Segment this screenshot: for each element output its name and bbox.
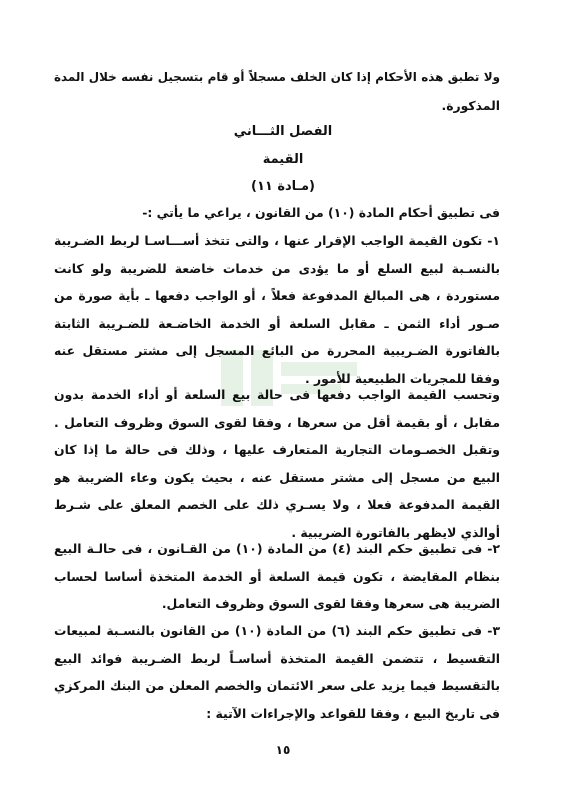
text-line: التقسيط ، تتضمن القيمة المتخذة أساسـاً لربط الضـريبة فوائد البيع: [54, 650, 500, 666]
text-line: القيمة المدفوعة فعلا ، ولا يسـري ذلك على الخصم المعلق على شـرط: [54, 497, 500, 513]
text-line: الضريبة هى سعرها وفقا لقوى السوق وظروف التعامل.: [161, 596, 500, 612]
item-1-paragraph: [54, 227, 500, 393]
text-line: مستوردة ، هى المبالغ المدفوعة فعلاً ، أو الواجب دفعها ـ بأية صورة من: [54, 288, 500, 304]
text-line: أوالذي لايظهر بالفاتورة الضريبية .: [291, 524, 500, 540]
text-line: فى تطبيق أحكام المادة (١٠) من القانون ، يراعي ما يأتي :-: [142, 205, 500, 220]
text-line: ولا تطبق هذه الأحكام إذا كان الخلف مسجلاً أو قام بتسجيل نفسه خلال المدة: [54, 70, 500, 84]
chapter-title: الفصل الثـــاني: [233, 124, 333, 139]
intro-paragraph: [54, 64, 500, 119]
text-line: وتحسب القيمة الواجب دفعها فى حالة بيع السلعة أو أداء الخدمة بدون: [54, 387, 500, 402]
text-line: المذكورة.: [441, 97, 500, 113]
text-line: بالنسـبة لبيع السلع أو ما يؤدى من خدمات خاضعة للضريبة ولو كانت: [54, 260, 500, 276]
text-line: بنظام المقايضة ، تكون قيمة السلعة أو الخدمة المتخذة أساسا لحساب: [54, 568, 500, 584]
section-title: القيمة: [262, 152, 304, 167]
text-line: ٢- فى تطبيق حكم البند (٤) من المادة (١٠) من القـانون ، فى حالـة البيع: [54, 541, 500, 556]
article-title: (مـادة ١١): [250, 179, 315, 194]
text-line: ٣- فى تطبيق حكم البند (٦) من المادة (١٠) من القانون بالنسـبة لمبيعات: [54, 623, 500, 638]
text-line: بالفاتورة الضـريبية المحررة من البائع المسجل إلى مشتر مستقل عنه: [54, 343, 500, 359]
text-line: البيع من مسجل إلى مشتر مستقل عنه ، بحيث يكون وعاء الضريبة هو: [54, 469, 500, 485]
text-line: صـور أداء الثمن ـ مقابل السلعة أو الخدمة الخاضـعة للضـريبة الثابتة: [54, 315, 500, 331]
item-3-paragraph: [54, 617, 500, 727]
text-line: بالتقسيط فيما يزيد على سعر الائتمان والخصم المعلن من البنك المركزي: [54, 678, 500, 694]
text-line: وتقبل الخصـومات التجارية المتعارف عليها ، وذلك فى حالة ما إذا كان: [54, 442, 500, 458]
text-line: وفقا للمجريات الطبيعية للأمور .: [304, 370, 500, 386]
text-line: ١- تكون القيمة الواجب الإقرار عنها ، والتى تتخذ أســـاسـا لربط الضـريبة: [54, 233, 500, 248]
paragraph-2: [54, 381, 500, 547]
text-line: فى تاريخ البيع ، وفقا للقواعد والإجراءات الآتية :: [206, 705, 500, 721]
text-line: مقابل ، أو بقيمة أقل من سعرها ، وفقا لقوى السوق وظروف التعامل .: [54, 414, 500, 430]
page-number: ١٥: [275, 743, 291, 757]
item-2-paragraph: [54, 535, 500, 618]
lead-paragraph: [54, 199, 500, 227]
